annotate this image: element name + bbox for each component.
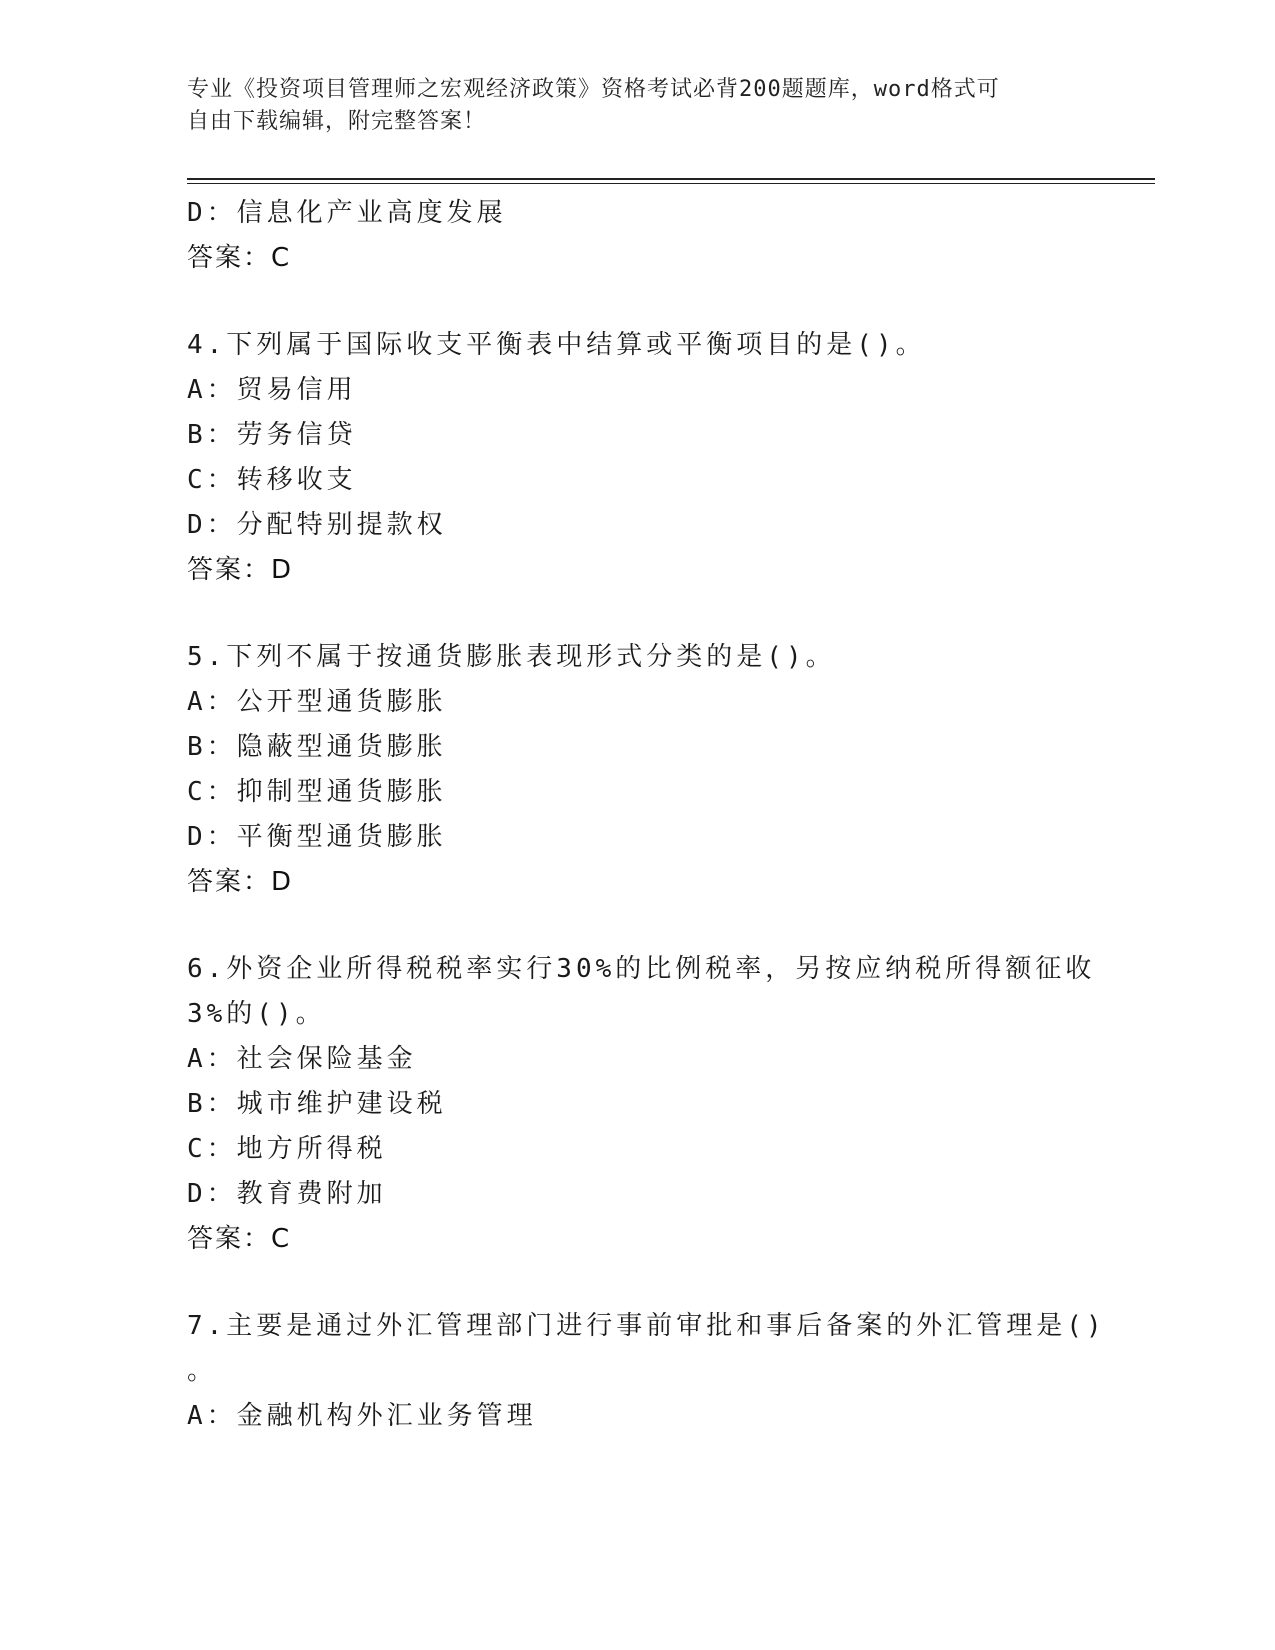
answer: 答案：D — [187, 555, 294, 585]
option-a: A：公开型通货膨胀 — [187, 687, 447, 717]
answer: 答案：D — [187, 867, 294, 897]
spacer — [187, 593, 1067, 635]
option-d: D：分配特别提款权 — [187, 510, 447, 540]
option-c: C：抑制型通货膨胀 — [187, 777, 447, 807]
option-b: B：劳务信贷 — [187, 420, 357, 450]
spacer — [187, 1262, 1067, 1304]
answer: 答案：C — [187, 1224, 292, 1254]
question-7 — [187, 1304, 1106, 1439]
question-text: 4.下列属于国际收支平衡表中结算或平衡项目的是()。 — [187, 330, 926, 360]
spacer — [187, 281, 1067, 323]
question-6 — [187, 947, 1096, 1262]
question-5 — [187, 635, 1067, 905]
option-d: D：信息化产业高度发展 — [187, 198, 507, 228]
answer: 答案：C — [187, 243, 292, 273]
question-text: 5.下列不属于按通货膨胀表现形式分类的是()。 — [187, 642, 836, 672]
spacer — [187, 905, 1067, 947]
header-divider — [187, 178, 1155, 184]
header-line-2: 自由下载编辑，附完整答案！ — [187, 109, 487, 134]
option-d: D：平衡型通货膨胀 — [187, 822, 447, 852]
question-text-line-1: 6.外资企业所得税税率实行30%的比例税率，另按应纳税所得额征收 — [187, 954, 1096, 984]
option-a: A：贸易信用 — [187, 375, 357, 405]
option-a: A：社会保险基金 — [187, 1044, 417, 1074]
option-c: C：地方所得税 — [187, 1134, 387, 1164]
option-a: A：金融机构外汇业务管理 — [187, 1401, 537, 1431]
header-line-1: 专业《投资项目管理师之宏观经济政策》资格考试必背200题题库，word格式可 — [187, 77, 1000, 102]
option-c: C：转移收支 — [187, 465, 357, 495]
option-b: B：城市维护建设税 — [187, 1089, 447, 1119]
option-b: B：隐蔽型通货膨胀 — [187, 732, 447, 762]
question-list — [187, 191, 1106, 1439]
question-text-line-2: 。 — [187, 1356, 218, 1386]
question-text-line-2: 3%的()。 — [187, 999, 326, 1029]
document-header — [187, 74, 1067, 138]
option-d: D：教育费附加 — [187, 1179, 387, 1209]
question-4 — [187, 323, 1067, 593]
question-text-line-1: 7.主要是通过外汇管理部门进行事前审批和事后备案的外汇管理是() — [187, 1311, 1106, 1341]
